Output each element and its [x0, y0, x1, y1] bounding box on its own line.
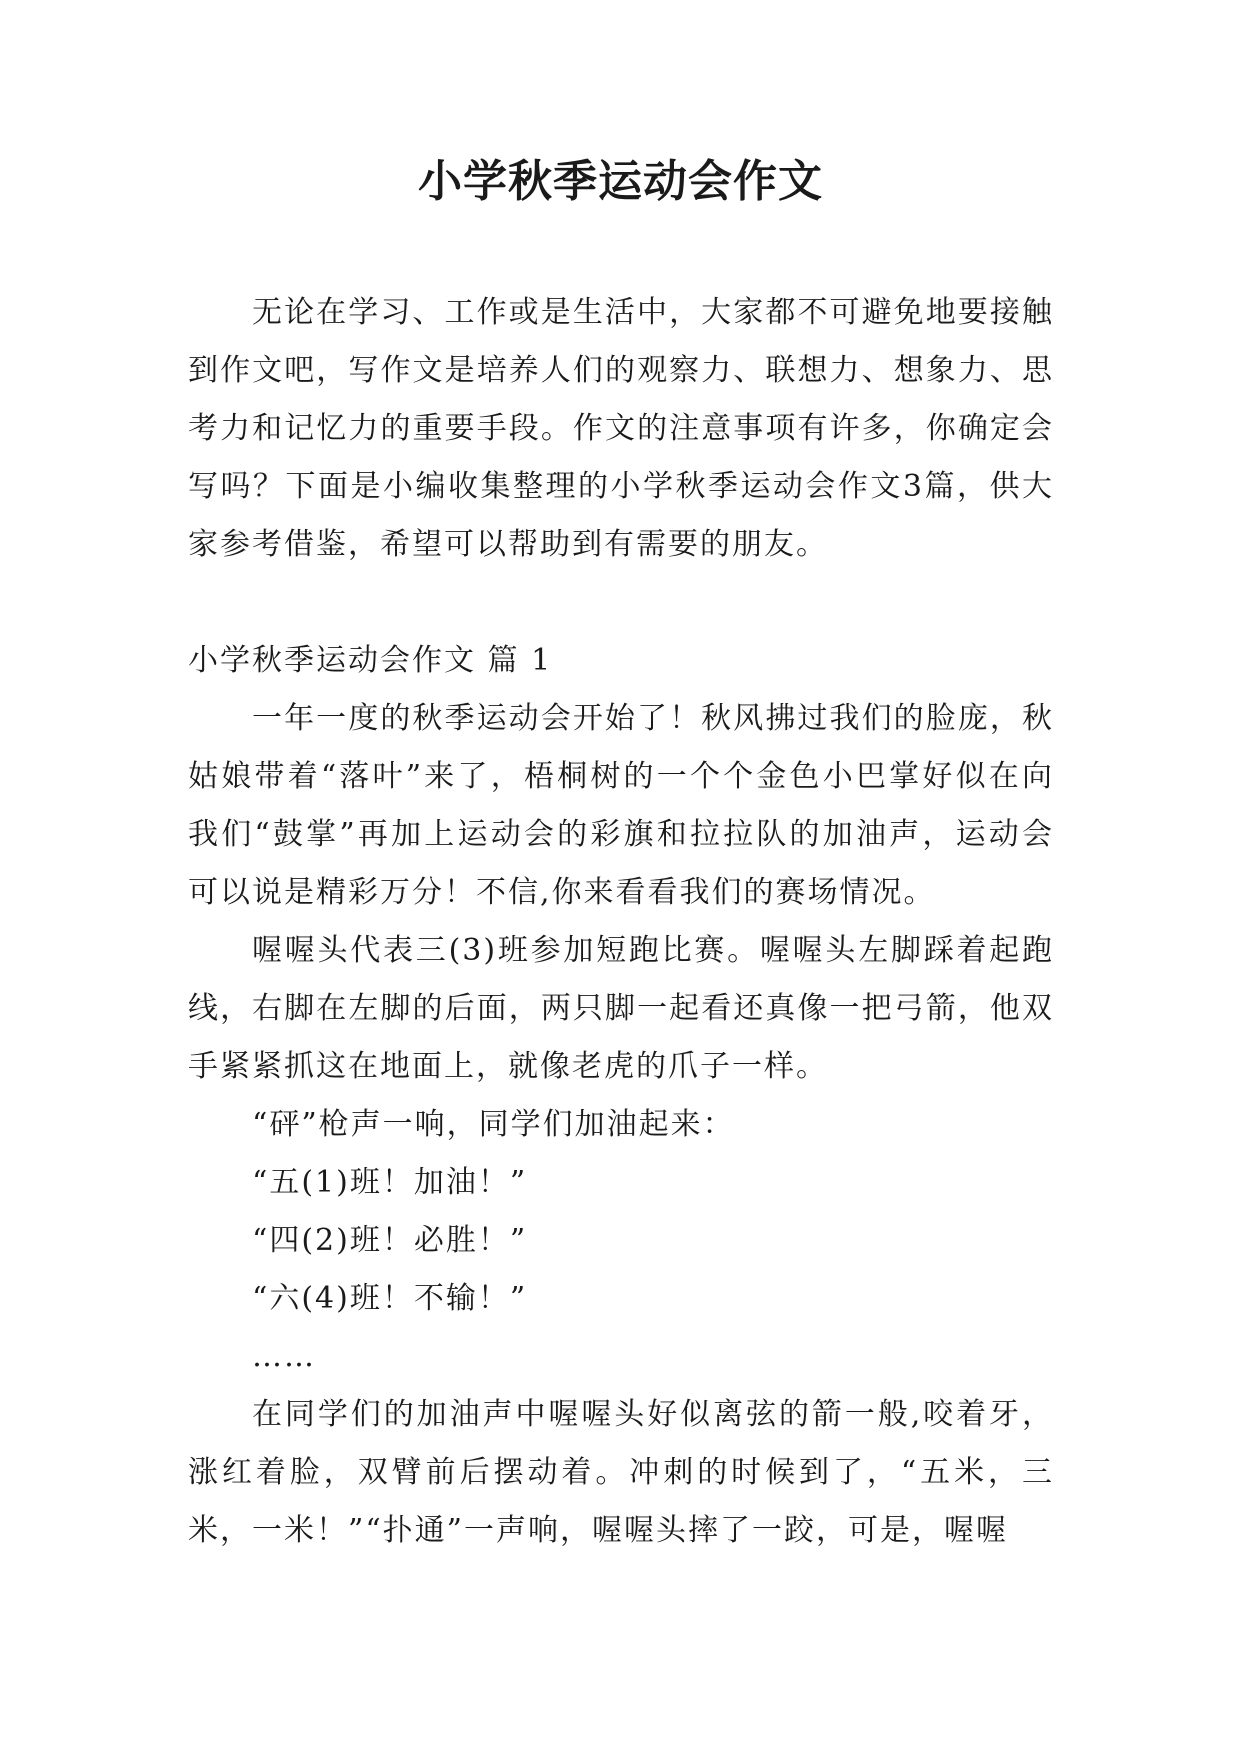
- body-paragraph: “砰”枪声一响，同学们加油起来：: [252, 1107, 735, 1142]
- body-paragraph: “六(4)班！不输！”: [252, 1281, 528, 1316]
- body-paragraph: “四(2)班！必胜！”: [252, 1223, 528, 1258]
- body-paragraph: 一年一度的秋季运动会开始了！秋风拂过我们的脸庞，秋姑娘带着“落叶”来了，梧桐树的一个个金色小巴掌好似在向我们“鼓掌”再加上运动会的彩旗和拉拉队的加油声，运动会可以说是精彩万分！不信,你来看看我们的赛场情况。: [188, 701, 1054, 910]
- intro-paragraph: 无论在学习、工作或是生活中，大家都不可避免地要接触到作文吧，写作文是培养人们的观察力、联想力、想象力、思考力和记忆力的重要手段。作文的注意事项有许多，你确定会写吗？下面是小编收集整理的小学秋季运动会作文3篇，供大家参考借鉴，希望可以帮助到有需要的朋友。: [188, 295, 1054, 562]
- body-paragraph: 喔喔头代表三(3)班参加短跑比赛。喔喔头左脚踩着起跑线，右脚在左脚的后面，两只脚一起看还真像一把弓箭，他双手紧紧抓这在地面上，就像老虎的爪子一样。: [188, 933, 1054, 1084]
- section-heading: 小学秋季运动会作文 篇 1: [188, 643, 553, 678]
- document-body: [188, 284, 1054, 1560]
- body-paragraph: “五(1)班！加油！”: [252, 1165, 528, 1200]
- document-title: 小学秋季运动会作文: [418, 156, 823, 207]
- body-paragraph: ……: [252, 1339, 316, 1374]
- body-paragraph: 在同学们的加油声中喔喔头好似离弦的箭一般,咬着牙，涨红着脸，双臂前后摆动着。冲刺的时候到了，“五米，三米，一米！”“扑通”一声响，喔喔头摔了一跤，可是，喔喔: [188, 1397, 1054, 1548]
